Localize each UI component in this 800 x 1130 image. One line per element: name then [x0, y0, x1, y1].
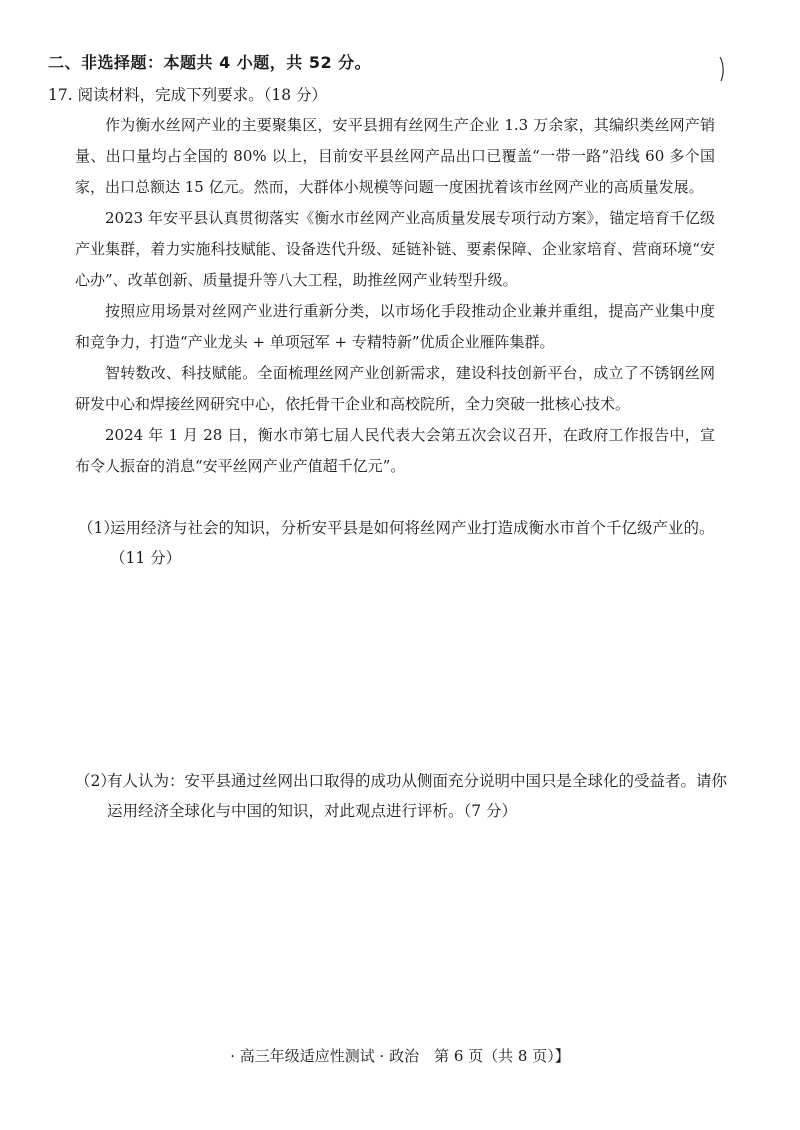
material-paragraph: 按照应用场景对丝网产业进行重新分类，以市场化手段推动企业兼并重组，提高产业集中度和竞争力，打造“产业龙头 + 单项冠军 + 专精特新”优质企业雁阵集群。 [75, 302, 715, 351]
section-heading: 二、非选择题：本题共 4 小题，共 52 分。 [48, 53, 372, 72]
question-17-prompt: 17. 阅读材料，完成下列要求。（18 分） [48, 86, 327, 104]
sub-question-number: （1） [78, 519, 119, 537]
material-paragraph: 2024 年 1 月 28 日，衡水市第七届人民代表大会第五次会议召开，在政府工作报告中，宣布令人振奋的消息“安平丝网产业产值超千亿元”。 [75, 426, 715, 475]
sub-question-text: 有人认为：安平县通过丝网出口取得的成功从侧面充分说明中国只是全球化的受益者。请你运用经济全球化与中国的知识，对此观点进行评析。（7 分） [107, 772, 728, 820]
sub-question-1 [78, 513, 733, 573]
material-paragraph: 2023 年安平县认真贯彻落实《衡水市丝网产业高质量发展专项行动方案》，锚定培育千亿级产业集群，着力实施科技赋能、设备迭代升级、延链补链、要素保障、企业家培育、营商环境“安心办”、改革创新、质量提升等八大工程，助推丝网产业转型升级。 [75, 209, 715, 289]
material-paragraph: 作为衡水丝网产业的主要聚集区，安平县拥有丝网生产企业 1.3 万余家，其编织类丝网产销量、出口量均占全国的 80% 以上，目前安平县丝网产品出口已覆盖“一带一路”沿线 60 多个国家，出口总额达 15 亿元。然而，大群体小规模等问题一度困扰着该市丝网产业的高质量发展。 [75, 116, 715, 196]
material-paragraph: 智转数改、科技赋能。全面梳理丝网产业创新需求，建设科技创新平台，成立了不锈钢丝网研发中心和焊接丝网研究中心，依托骨干企业和高校院所，全力突破一批核心技术。 [75, 364, 715, 413]
sub-question-2 [75, 766, 730, 826]
sub-question-number: （2） [75, 772, 116, 790]
reading-material [75, 110, 715, 482]
sub-question-text: 运用经济与社会的知识，分析安平县是如何将丝网产业打造成衡水市首个千亿级产业的。（11 分） [110, 519, 715, 567]
page-footer: · 高三年级适应性测试 · 政治 第 6 页（共 8 页）】 [230, 1047, 570, 1065]
scan-edge-mark [718, 56, 726, 82]
